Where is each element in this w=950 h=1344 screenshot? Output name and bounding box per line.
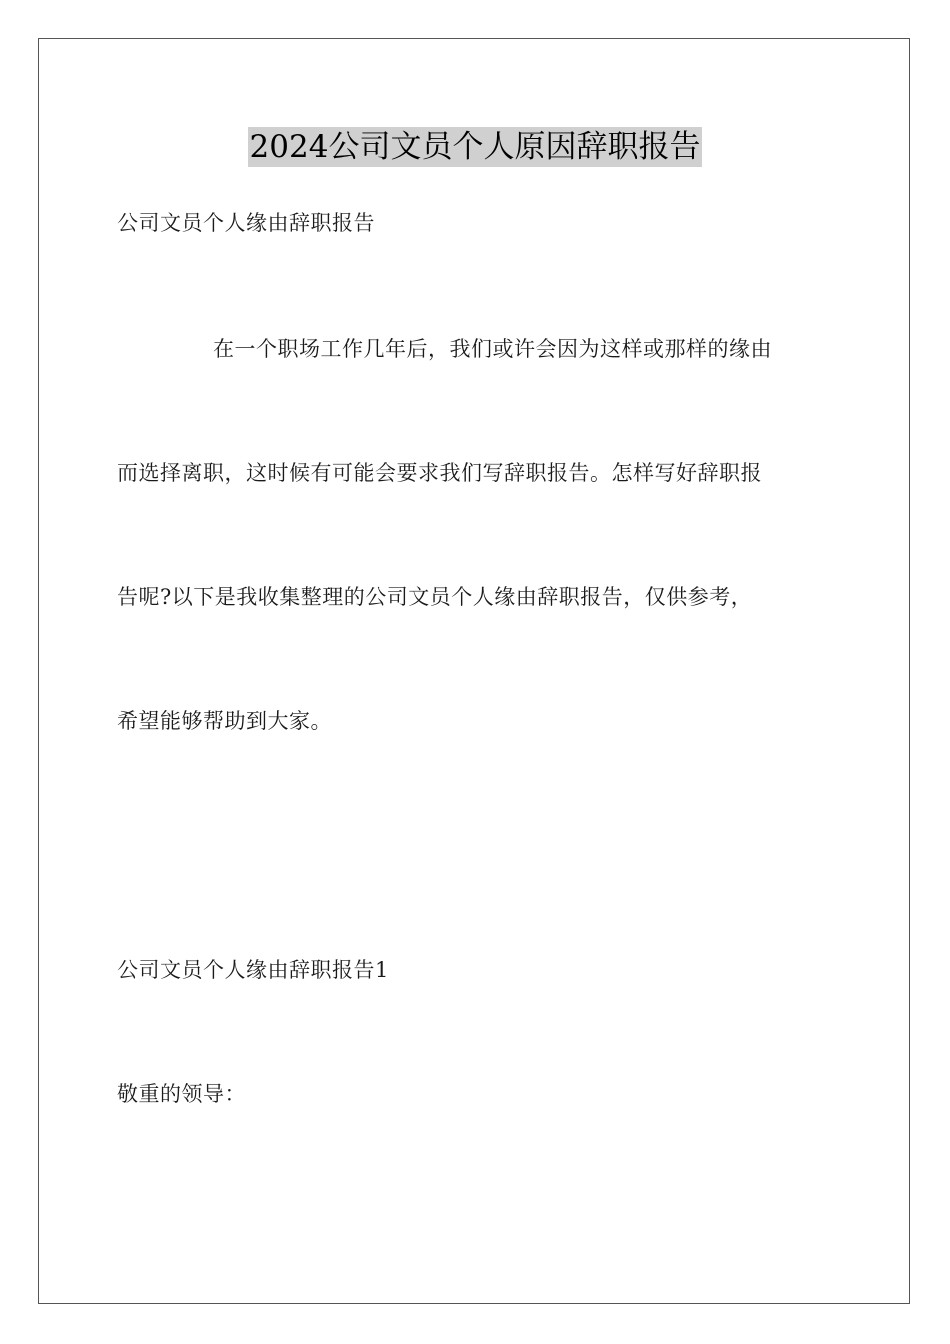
paragraph-line-1: 在一个职场工作几年后，我们或许会因为这样或那样的缘由: [213, 337, 772, 361]
document-title: 2024公司文员个人原因辞职报告: [249, 129, 701, 165]
section-heading: 公司文员个人缘由辞职报告1: [117, 958, 389, 982]
document-subtitle: 公司文员个人缘由辞职报告: [117, 211, 375, 235]
title-container: [0, 127, 950, 167]
paragraph-line-4: 希望能够帮助到大家。: [117, 709, 332, 733]
paragraph-line-3: 告呢?以下是我收集整理的公司文员个人缘由辞职报告，仅供参考，: [117, 585, 753, 609]
salutation: 敬重的领导：: [117, 1082, 246, 1106]
paragraph-line-2: 而选择离职，这时候有可能会要求我们写辞职报告。怎样写好辞职报: [117, 461, 762, 485]
